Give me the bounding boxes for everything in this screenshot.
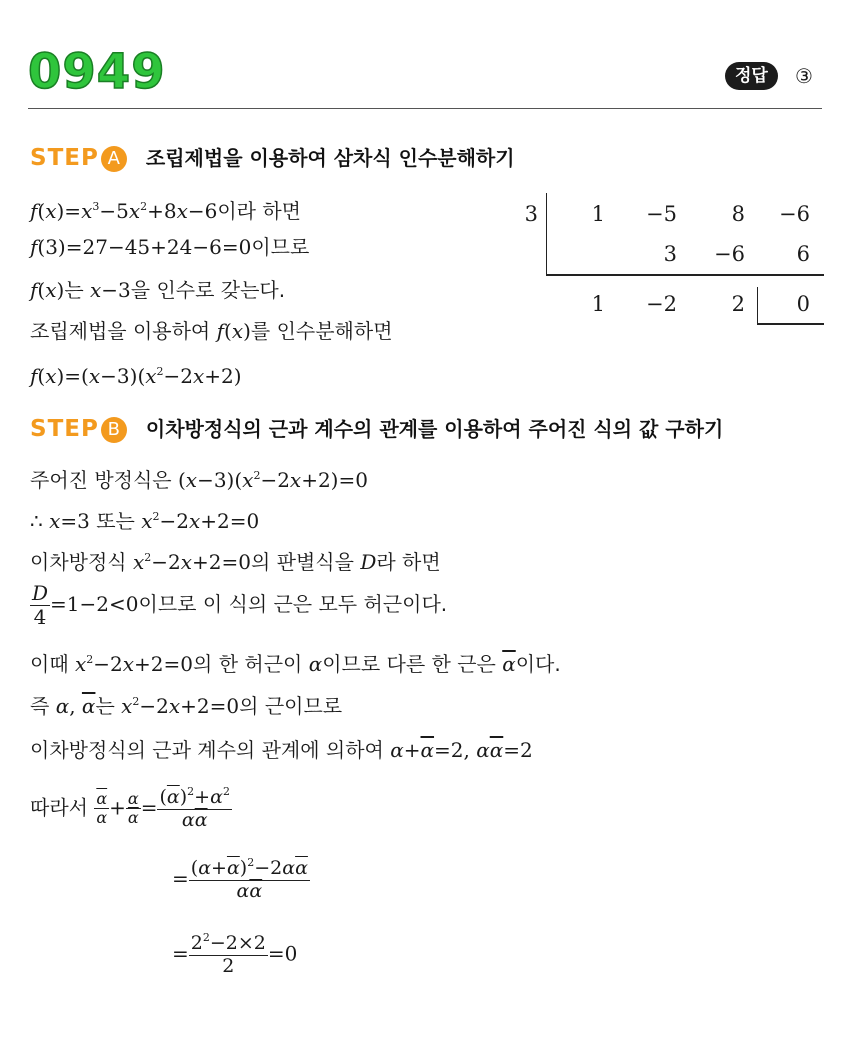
step-b-final-line-1: 따라서 $\frac{\overline{\alpha}}{\alpha}$ + $\frac{\alpha}{\alpha}$ = $\frac{(\overline{\alpha})^2+\alpha^2}{\alpha\overline{\alpha}}$ <box>30 785 230 831</box>
step-b-line-1: 주어진 방정식은 $(x-3)(x^2-2x+2)=0$ <box>30 468 368 492</box>
step-a-heading <box>30 142 515 172</box>
row3-cell: −2 <box>646 292 677 316</box>
step-b-label: STEP <box>30 416 99 442</box>
step-b-line-3: 이차방정식 $x^2-2x+2=0$의 판별식을 D라 하면 <box>30 550 441 574</box>
step-a-line-4: 조립제법을 이용하여 f(x)를 인수분해하면 <box>30 319 393 343</box>
step-b-title: 이차방정식의 근과 계수의 관계를 이용하여 주어진 식의 값 구하기 <box>145 417 724 441</box>
problem-number: 0949 <box>28 44 166 100</box>
row1-cell: 1 <box>591 202 605 226</box>
step-a-title: 조립제법을 이용하여 삼차식 인수분해하기 <box>145 146 515 170</box>
row3-cell: 1 <box>591 292 605 316</box>
synthetic-vertical-rule <box>546 193 547 275</box>
row2-cell: 6 <box>796 242 810 266</box>
step-a-line-2: f(3)=27−45+24−6=0이므로 <box>30 235 310 259</box>
step-a-line-3: f(x)는 x−3을 인수로 갖는다. <box>30 278 286 302</box>
step-b-line-6: 즉 α, $\overline{\alpha}$는 $x^2-2x+2=0$의 근이므로 <box>30 694 343 718</box>
answer-value: ③ <box>795 64 813 88</box>
step-a-letter: A <box>101 146 127 172</box>
row1-cell: −5 <box>646 202 677 226</box>
step-a-label: STEP <box>30 145 99 171</box>
row1-cell: −6 <box>779 202 810 226</box>
step-b-final-line-3: = $\frac{2^2-2\times 2}{2}$ =0 <box>172 931 298 977</box>
synthetic-horizontal-rule <box>546 274 824 276</box>
step-b-line-5: 이때 $x^2-2x+2=0$의 한 허근이 α이므로 다른 한 근은 $\overline{\alpha}$이다. <box>30 652 561 676</box>
header-divider <box>28 108 822 109</box>
step-b-line-4: $\frac{D}{4}$ =1−2<0이므로 이 식의 근은 모두 허근이다. <box>32 581 448 629</box>
row3-cell: 2 <box>731 292 745 316</box>
step-b-heading <box>30 413 723 443</box>
row2-cell: −6 <box>714 242 745 266</box>
row1-cell: 8 <box>731 202 745 226</box>
step-b-line-2: ∴ x=3 또는 $x^2-2x+2=0$ <box>30 509 260 533</box>
row2-cell: 3 <box>663 242 677 266</box>
step-b-final-line-2: = $\frac{(\alpha+\overline{\alpha})^2-2\alpha\overline{\alpha}}{\alpha\overline{\alpha}}$ <box>172 856 308 902</box>
step-a-line-5: $f(x)=(x-3)(x^2-2x+2)$ <box>30 364 242 388</box>
remainder-box-horizontal <box>757 323 824 325</box>
remainder-cell: 0 <box>796 292 810 316</box>
step-b-line-7: 이차방정식의 근과 계수의 관계에 의하여 $\alpha+\overline{\alpha}=2$, $\alpha\overline{\alpha}=2$ <box>30 738 533 762</box>
step-b-letter: B <box>101 417 127 443</box>
synthetic-divisor: 3 <box>524 202 538 226</box>
remainder-box-vertical <box>757 287 758 324</box>
step-a-line-1: $f(x)=x^3-5x^2+8x-6$이라 하면 <box>30 199 301 223</box>
answer-badge: 정답 <box>725 62 778 90</box>
